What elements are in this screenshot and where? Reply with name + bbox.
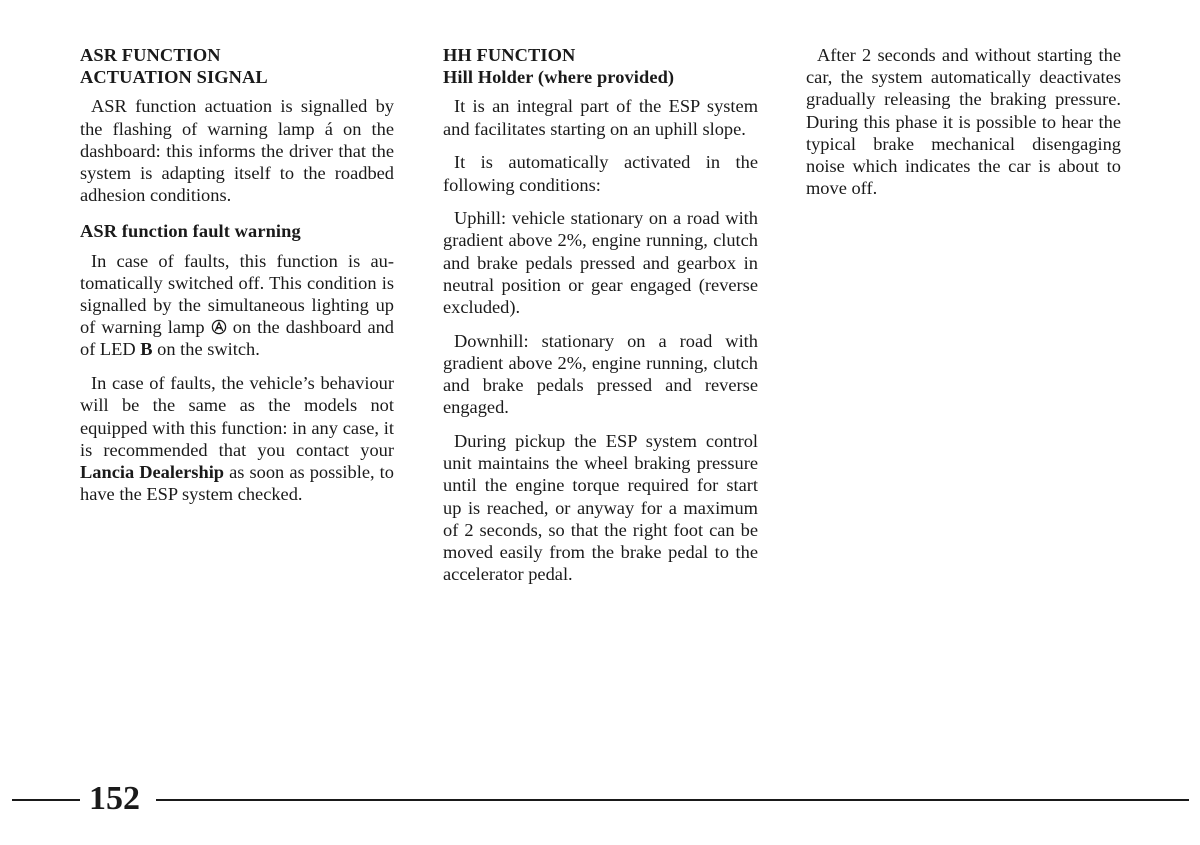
paragraph: It is automatically activated in the following conditions: <box>443 152 758 195</box>
heading-line-1: HH FUNCTION <box>443 45 576 65</box>
paragraph-uphill: Uphill: vehicle stationary on a road with gradient above 2%, engine running, clutch and brake pedals pressed and gearbox in neutral position or gear engaged (reverse excluded). <box>443 208 758 318</box>
paragraph-downhill: Downhill: stationary on a road with gradient above 2%, engine running, clutch and brake pedals pressed and reverse engaged. <box>443 330 758 418</box>
section-heading-hh <box>443 44 758 88</box>
heading-line-2: ACTUATION SIGNAL <box>80 67 268 88</box>
paragraph-pickup: During pickup the ESP system control unit maintains the wheel braking pressure until the engine torque required for start up is reached, or anyway for a maximum of 2 seconds, so that the right foot can be moved easily from the brake pedal to the accelerator pedal. <box>443 431 758 585</box>
dealership-label: Lancia Dealership <box>80 461 225 482</box>
paragraph: It is an integral part of the ESP system and facilitates starting on an uphill slope. <box>443 96 758 139</box>
text: In case of faults, the vehicle’s behaviour will be the same as the models not equipped with this function: in any case, it is recommended that you contact your <box>80 373 394 460</box>
paragraph-dealership <box>80 372 394 505</box>
heading-line-2: Hill Holder (where provided) <box>443 67 675 88</box>
text: on the switch. <box>152 339 260 360</box>
column-middle <box>443 44 758 597</box>
text: In case of faults, this function is automatically switched off. This condition is signalled by the simultaneous lighting up of warning lamp <box>80 250 394 338</box>
section-heading-asr <box>80 44 394 88</box>
subheading-fault-warning: ASR function fault warning <box>80 221 301 242</box>
paragraph: After 2 seconds and without starting the car, the system automatically deactivates gradually releasing the braking pressure. During this phase it is possible to hear the typical brake mechanical disengaging noise which indicates the car is about to move off. <box>806 45 1121 199</box>
paragraph: ASR function actuation is signalled by the flashing of warning lamp á on the dashboard: this informs the driver that the system is adapting itself to the roadbed adhesion conditions. <box>80 96 394 206</box>
led-label: B <box>140 339 153 360</box>
footer-rule-right <box>156 799 1189 801</box>
page-number: 152 <box>89 780 140 817</box>
footer-rule-left <box>12 799 80 801</box>
paragraph-fault <box>80 250 394 361</box>
asr-warning-lamp-icon <box>211 319 227 335</box>
heading-line-1: ASR FUNCTION <box>80 45 221 65</box>
text: as soon as possible, to have the ESP system checked. <box>80 461 394 505</box>
column-right <box>806 44 1121 211</box>
column-left <box>80 44 394 517</box>
text: on the dashboard and of LED <box>80 317 394 360</box>
